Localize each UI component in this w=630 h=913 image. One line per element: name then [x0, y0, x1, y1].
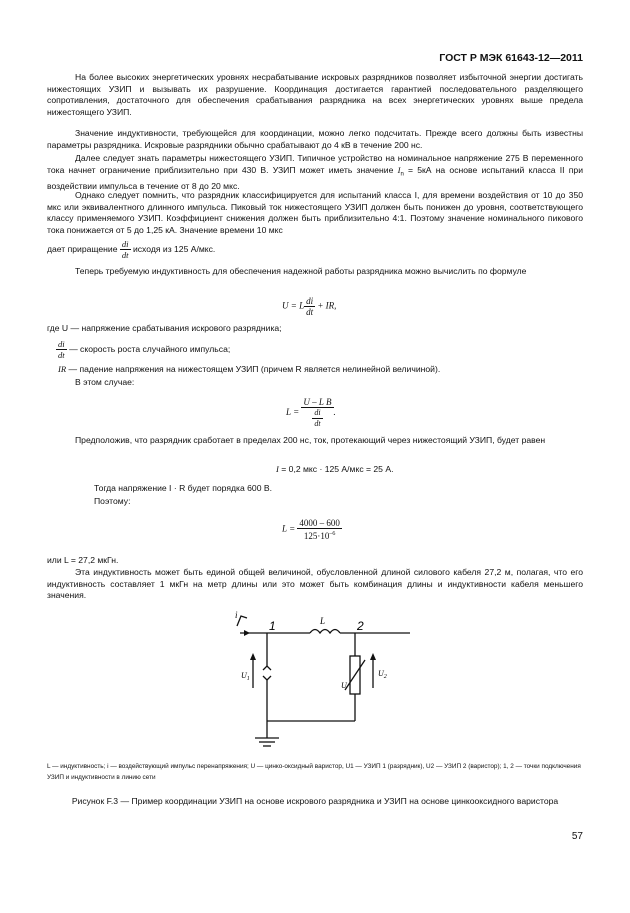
label-u2: $U_2$ [378, 669, 387, 680]
where-u: где U — напряжение срабатывания искрового разрядника; [47, 323, 282, 333]
formula-l2: L = $\frac{4000 - 600}{125\cdot 10^{-6}}$ [282, 518, 340, 541]
therefore: Поэтому: [94, 496, 131, 506]
paragraph-cable: Эта индуктивность может быть единой общей величиной, обусловленной длиной силового кабеля 27,2 м, полагая, что его индуктивность составляет 1 мкГн на метр длины или это может быть комбинация длины и индуктивности кабеля меньшего значения. [47, 567, 583, 601]
paragraph-downstream-spd: Далее следует знать параметры нижестоящего УЗИП. Типичное устройство на номинальное напряжение 275 В переменного тока начнет ограничение приблизительно при 430 В. УЗИП может иметь значение $I_n = 5кА$ на основе испытаний класса II при воздействии импульса в течение от 8 до 20 мкс. [47, 153, 583, 191]
figure-legend: L — индуктивность; i — воздействующий импульс перенапряжения; U — цинко-оксидный варистор, U1 — УЗИП 1 (разрядник), U2 — УЗИП 2 (варистор); 1, 2 — точки подключения УЗИП и индуктивности в линию сети [47, 763, 581, 781]
then-voltage: Тогда напряжение I · R будет порядка 600 В. [94, 483, 272, 493]
page-number: 57 [571, 831, 583, 842]
formula-l1: L = $\frac{\text{U – L B}}{\frac{di}{dt}}$ . [286, 397, 336, 428]
paragraph-assume: Предположив, что разрядник сработает в пределах 200 нс, ток, протекающий через нижестоящий УЗИП, будет равен [75, 435, 546, 445]
circuit-diagram [225, 608, 425, 753]
result-l: или L = 27,2 мкГн. [47, 555, 119, 565]
paragraph-inductance-value: Значение индуктивности, требующейся для координации, можно легко подсчитать. Прежде всего должны быть известны параметры разрядника. Искровые разрядники обычно срабатывают до 4 кВ в течение 200 нс. [47, 128, 583, 150]
label-node-1: 1 [269, 619, 276, 633]
document-header: ГОСТ Р МЭК 61643-12—2011 [439, 52, 583, 64]
label-u: U [341, 681, 347, 690]
where-didt: $\frac{di}{dt}$ — скорость роста случайного импульса; [58, 339, 231, 360]
symbol-i: I [397, 164, 401, 175]
impulse-i-icon [237, 616, 247, 626]
paragraph-increment: дает приращение $\frac{di}{dt}$ исходя из 125 А/мкс. [47, 239, 216, 260]
paragraph-class-reduction: Однако следует помнить, что разрядник классифицируется для испытаний класса I, для времени воздействия от 10 до 350 мкс или эквивалентного длинного импульса. Пиковый ток нижестоящего УЗИП должен быть понижен до уровня, соответствующего классу применяемого УЗИП. Коэффициент снижения должен быть приблизительно 4:1. Поэтому значение номинального пикового тока понижается от 5 до 1,25 кА. Значение времени 10 мкс [47, 190, 583, 235]
where-ir: IR — падение напряжения на нижестоящем УЗИП (причем R является нелинейной величиной). [58, 364, 441, 374]
label-u1: $U_1$ [241, 671, 250, 682]
current-result: I = 0,2 мкс · 125 А/мкс = 25 А. [276, 464, 394, 474]
label-node-2: 2 [357, 619, 364, 633]
varistor-slash [345, 660, 365, 690]
in-this-case: В этом случае: [75, 377, 135, 387]
label-l: L [320, 616, 326, 626]
inductor-coil [310, 630, 340, 634]
paragraph-energy-levels: На более высоких энергетических уровнях несрабатывание искровых разрядников позволяет избыточной энергии достигать нижестоящих УЗИП и вызывать их разрушение. Координация достигается гарантией последовательного разделяющего сопротивления, достаточного для обеспечения срабатывания разрядника на всех энергетических уровнях выше предела нижестоящего УЗИП. [47, 72, 583, 117]
label-i: i [235, 610, 238, 620]
paragraph-formula-intro: Теперь требуемую индуктивность для обеспечения надежной работы разрядника можно вычислить по формуле [75, 266, 527, 276]
formula-u: U = L $\frac{di}{dt}$ + IR, [282, 296, 337, 317]
figure-caption: Рисунок F.3 — Пример координации УЗИП на основе искрового разрядника и УЗИП на основе цинкооксидного варистора [71, 796, 559, 806]
